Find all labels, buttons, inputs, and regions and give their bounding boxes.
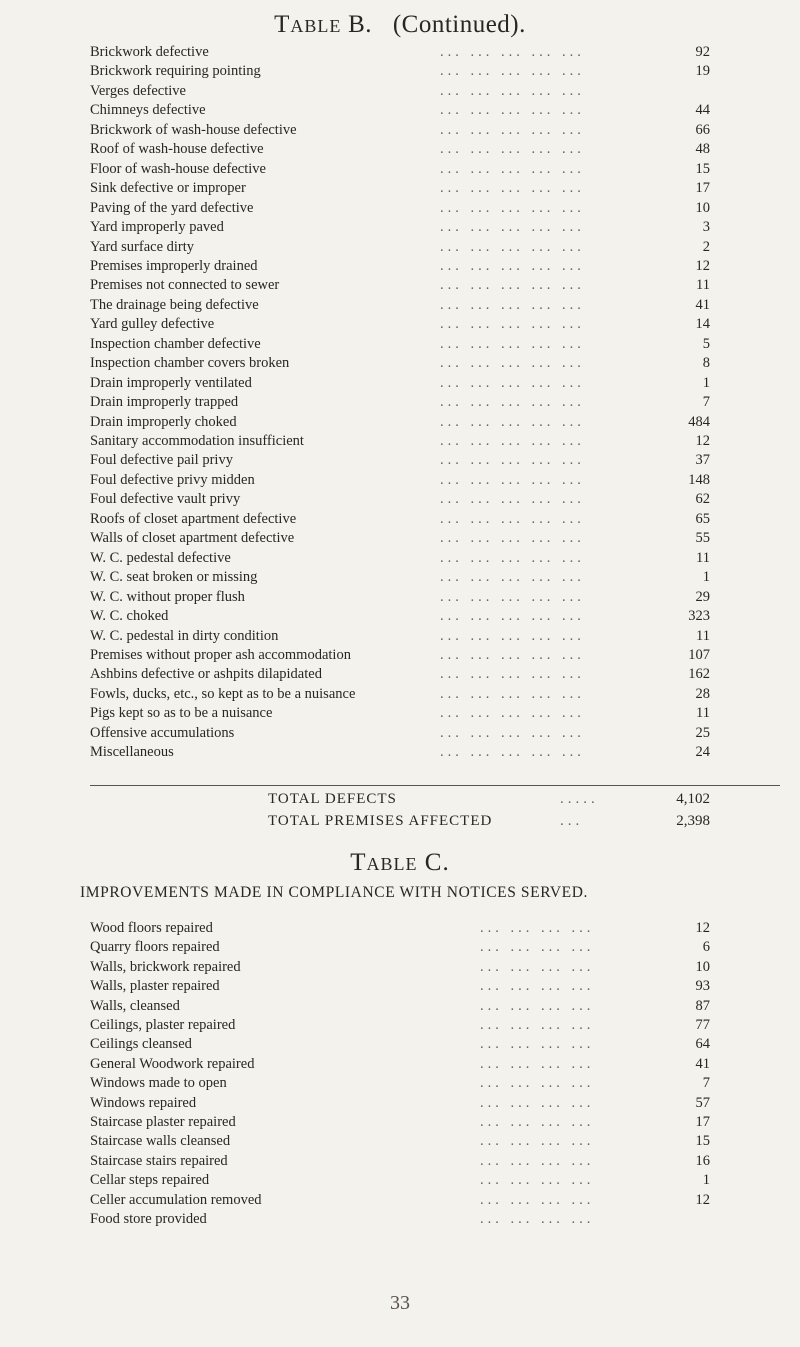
leader-dots: ... ... ... ... (480, 978, 595, 995)
row-label: The drainage being defective (90, 296, 259, 313)
table-row (0, 412, 800, 432)
leader-dots: ... ... ... ... (480, 1094, 595, 1111)
total-defects-value: 4,102 (676, 791, 710, 807)
leader-dots: ... ... ... ... ... (440, 355, 585, 372)
table-row (0, 100, 800, 120)
row-label: Walls of closet apartment defective (90, 530, 295, 547)
table-b-title-letter: B. (348, 11, 373, 38)
leader-dots: ... ... ... ... ... (440, 335, 585, 352)
row-value: 11 (696, 705, 710, 722)
table-row (0, 567, 800, 587)
row-value: 12 (695, 920, 710, 936)
leader-dots: ... ... ... ... ... (440, 608, 585, 625)
leader-dots: ... ... ... ... ... (440, 491, 585, 508)
row-value: 25 (695, 724, 710, 741)
leader-dots: ... ... ... ... ... (440, 627, 585, 644)
table-row (0, 1209, 800, 1229)
row-label: Staircase walls cleansed (90, 1133, 231, 1150)
table-row (0, 1151, 800, 1171)
leader-dots: ... ... ... ... ... (440, 569, 585, 586)
leader-dots: ... ... ... ... ... (440, 102, 585, 119)
leader-dots: ... ... ... ... (480, 1172, 595, 1189)
row-label: Yard improperly paved (90, 219, 224, 236)
leader-dots: ... ... ... ... ... (440, 433, 585, 449)
table-row (0, 509, 800, 529)
row-value: 29 (695, 588, 710, 605)
row-value: 93 (695, 978, 710, 995)
table-row (0, 1093, 800, 1113)
row-value: 65 (695, 510, 710, 527)
page-number: 33 (390, 1292, 410, 1314)
table-row (0, 1190, 800, 1210)
row-value: 48 (695, 141, 710, 158)
table-row (0, 1073, 800, 1093)
row-value: 24 (695, 744, 710, 761)
row-label: Inspection chamber defective (90, 335, 261, 352)
row-value: 19 (695, 63, 710, 80)
row-label: Paving of the yard defective (90, 199, 254, 216)
leader-dots: ... ... ... ... (480, 958, 595, 975)
table-row (0, 470, 800, 490)
table-row (0, 548, 800, 568)
row-label: Roof of wash-house defective (90, 141, 264, 158)
row-value: 15 (695, 1133, 710, 1150)
leader-dots: ... ... ... ... ... (440, 666, 585, 683)
table-c-title: Table C. (350, 849, 450, 876)
table-c-heading (0, 848, 800, 878)
row-label: Premises without proper ash accommodation (90, 646, 351, 663)
table-row (0, 703, 800, 723)
row-label: Celler accumulation removed (90, 1191, 262, 1208)
leader-dots: ... ... ... ... ... (440, 219, 585, 236)
table-row (0, 1054, 800, 1074)
leader-dots: ... ... ... ... ... (440, 296, 585, 313)
row-label: Yard gulley defective (90, 316, 215, 333)
row-value: 6 (702, 939, 710, 956)
leader-dots: ... ... ... ... ... (440, 374, 585, 391)
table-row (0, 353, 800, 373)
table-row (0, 664, 800, 684)
row-value: 11 (696, 627, 710, 644)
row-value: 3 (702, 219, 710, 236)
row-label: Quarry floors repaired (90, 939, 220, 956)
row-value: 11 (696, 277, 710, 294)
leader-dots: ... ... ... ... (480, 1211, 595, 1227)
row-label: Chimneys defective (90, 102, 206, 119)
leader-dots: ... ... ... ... (480, 1133, 595, 1150)
table-row (0, 489, 800, 509)
leader-dots: ... ... ... ... ... (440, 588, 585, 605)
table-row (0, 976, 800, 996)
row-value: 55 (695, 530, 710, 547)
table-row (0, 373, 800, 393)
leader-dots: ... ... ... ... (480, 1191, 595, 1208)
leader-dots: ... ... ... ... ... (440, 238, 585, 255)
row-label: Inspection chamber covers broken (90, 355, 290, 372)
table-b-heading (0, 10, 800, 40)
leader-dots: ... ... ... ... (480, 939, 595, 956)
leader-dots: ... ... ... ... ... (440, 180, 585, 197)
row-value: 11 (696, 549, 710, 566)
table-c-subtitle: IMPROVEMENTS MADE IN COMPLIANCE WITH NOTICES SERVED. (80, 884, 589, 901)
row-value: 12 (695, 257, 710, 274)
table-row (0, 431, 800, 451)
row-label: Premises improperly drained (90, 257, 258, 274)
leader-dots: ... ... ... ... ... (440, 705, 585, 722)
table-row (0, 295, 800, 315)
row-value: 8 (702, 355, 710, 372)
leader-dots: ... ... ... ... ... (440, 685, 585, 702)
table-row (0, 217, 800, 237)
leader-dots: ... ... ... ... (480, 920, 595, 936)
row-value: 92 (695, 44, 710, 60)
row-value: 1 (702, 374, 710, 391)
row-label: Walls, plaster repaired (90, 978, 220, 995)
row-value: 16 (695, 1152, 710, 1169)
row-value: 10 (695, 199, 710, 216)
row-value: 10 (695, 958, 710, 975)
row-value: 14 (695, 316, 710, 333)
table-row (0, 957, 800, 977)
row-label: Premises not connected to sewer (90, 277, 280, 294)
row-label: Food store provided (90, 1211, 207, 1227)
table-row (0, 645, 800, 665)
row-value: 484 (688, 413, 710, 430)
row-label: W. C. pedestal in dirty condition (90, 627, 279, 644)
table-row (0, 723, 800, 743)
leader-dots: ... ... ... ... ... (440, 530, 585, 547)
row-label: General Woodwork repaired (90, 1055, 255, 1072)
leader-dots: ... ... ... ... ... (440, 316, 585, 333)
leader-dots: ... ... ... ... ... (440, 724, 585, 741)
table-row (0, 626, 800, 646)
row-label: Ashbins defective or ashpits dilapidated (90, 666, 322, 683)
row-label: Staircase plaster repaired (90, 1114, 236, 1130)
leader-dots: ... ... ... ... ... (440, 63, 585, 80)
row-value: 77 (695, 1017, 710, 1033)
row-label: Drain improperly trapped (90, 394, 239, 411)
total-defects-label: TOTAL DEFECTS (268, 791, 397, 807)
table-row (0, 120, 800, 140)
row-label: Pigs kept so as to be a nuisance (90, 705, 273, 722)
row-value: 44 (695, 102, 710, 119)
row-label: Cellar steps repaired (90, 1172, 210, 1189)
row-value: 107 (688, 646, 710, 663)
row-value: 7 (702, 394, 710, 411)
table-row (0, 742, 800, 762)
row-label: Sanitary accommodation insufficient (90, 433, 304, 449)
row-value: 1 (702, 569, 710, 586)
row-label: Miscellaneous (90, 744, 174, 761)
table-row (0, 198, 800, 218)
table-row (0, 314, 800, 334)
leader-dots: ... ... ... ... (480, 1055, 595, 1072)
row-value: 12 (695, 433, 710, 449)
table-row (0, 996, 800, 1016)
leader-dots: ... ... ... ... ... (440, 121, 585, 138)
leader-dots: ... ... ... ... ... (440, 471, 585, 488)
row-label: Yard surface dirty (90, 238, 195, 255)
row-value: 7 (702, 1075, 710, 1092)
table-row (0, 237, 800, 257)
row-label: W. C. without proper flush (90, 588, 245, 605)
row-label: Drain improperly ventilated (90, 374, 252, 391)
row-value: 12 (695, 1191, 710, 1208)
row-value: 62 (695, 491, 710, 508)
row-label: W. C. choked (90, 608, 169, 625)
row-value: 87 (695, 997, 710, 1014)
total-defects-row: TOTAL DEFECTS ..... 4,102 (0, 788, 800, 810)
leader-dots: ... ... ... ... ... (440, 413, 585, 430)
row-value: 148 (688, 471, 710, 488)
row-value: 162 (688, 666, 710, 683)
table-b-title-suffix: (Continued). (392, 11, 526, 38)
table-row (0, 139, 800, 159)
row-value: 66 (695, 121, 710, 138)
table-row (0, 256, 800, 276)
row-value: 15 (695, 160, 710, 177)
row-label: Verges defective (90, 82, 186, 99)
table-row (0, 528, 800, 548)
table-row (0, 61, 800, 81)
row-label: Walls, brickwork repaired (90, 958, 241, 975)
row-label: Roofs of closet apartment defective (90, 510, 297, 527)
row-label: Sink defective or improper (90, 180, 246, 197)
leader-dots: ... ... ... ... ... (440, 277, 585, 294)
row-value: 17 (695, 1114, 710, 1130)
row-label: Windows repaired (90, 1094, 197, 1111)
table-row (0, 1112, 800, 1132)
table-row (0, 606, 800, 626)
row-value: 57 (695, 1094, 710, 1111)
row-value: 28 (695, 685, 710, 702)
row-label: Brickwork of wash-house defective (90, 121, 297, 138)
table-row (0, 1170, 800, 1190)
leader-dots: ... ... ... ... ... (440, 141, 585, 158)
row-value: 323 (688, 608, 710, 625)
row-label: W. C. pedestal defective (90, 549, 231, 566)
leader-dots: ... ... ... ... (480, 1017, 595, 1033)
leader-dots: ... ... ... ... (480, 997, 595, 1014)
row-label: Offensive accumulations (90, 724, 235, 741)
table-row (0, 1015, 800, 1035)
table-row (0, 684, 800, 704)
table-row (0, 275, 800, 295)
row-label: Staircase stairs repaired (90, 1152, 228, 1169)
row-value: 41 (695, 296, 710, 313)
row-value: 37 (695, 452, 710, 469)
table-row (0, 937, 800, 957)
leader-dots: ... ... ... ... ... (440, 744, 585, 761)
row-label: Brickwork requiring pointing (90, 63, 261, 80)
leader-dots: ... ... ... ... ... (440, 452, 585, 469)
leader-dots: ... ... ... ... ... (440, 199, 585, 216)
table-row (0, 81, 800, 101)
leader-dots: ... ... ... ... ... (440, 646, 585, 663)
row-label: Windows made to open (90, 1075, 227, 1092)
row-label: Foul defective vault privy (90, 491, 241, 508)
row-value: 5 (702, 335, 710, 352)
row-label: Floor of wash-house defective (90, 160, 266, 177)
table-b-divider (90, 785, 780, 786)
table-row (0, 334, 800, 354)
row-label: Brickwork defective (90, 44, 209, 60)
leader-dots: ... ... ... ... ... (440, 549, 585, 566)
leader-dots: ... ... ... ... ... (440, 510, 585, 527)
row-value: 64 (695, 1036, 710, 1053)
leader-dots: ... ... ... ... (480, 1036, 595, 1053)
table-row (0, 178, 800, 198)
table-row (0, 1034, 800, 1054)
leader-dots: ... ... ... ... (480, 1114, 595, 1130)
row-label: Ceilings cleansed (90, 1036, 192, 1053)
table-row (0, 918, 800, 938)
table-row (0, 450, 800, 470)
table-b-title-word: Table (274, 11, 342, 38)
leader-dots: ... ... ... ... (480, 1152, 595, 1169)
row-value: 2 (702, 238, 710, 255)
total-premises-row: TOTAL PREMISES AFFECTED ... 2,398 (0, 810, 800, 832)
row-label: Walls, cleansed (90, 997, 180, 1014)
leader-dots: ... ... ... ... ... (440, 44, 585, 60)
leader-dots: ... ... ... ... (480, 1075, 595, 1092)
table-row (0, 1131, 800, 1151)
leader-dots: ... ... ... ... ... (440, 257, 585, 274)
row-label: Foul defective pail privy (90, 452, 233, 469)
row-label: Foul defective privy midden (90, 471, 255, 488)
table-row (0, 159, 800, 179)
table-row (0, 42, 800, 62)
row-label: Drain improperly choked (90, 413, 237, 430)
leader-dots: ... ... ... ... ... (440, 160, 585, 177)
total-premises-label: TOTAL PREMISES AFFECTED (268, 813, 493, 829)
table-row (0, 587, 800, 607)
row-label: Ceilings, plaster repaired (90, 1017, 236, 1033)
row-value: 41 (695, 1055, 710, 1072)
total-premises-value: 2,398 (676, 813, 710, 829)
row-label: Wood floors repaired (90, 920, 213, 936)
row-value: 17 (695, 180, 710, 197)
leader-dots: ... ... ... ... ... (440, 82, 585, 99)
leader-dots: ... ... ... ... ... (440, 394, 585, 411)
row-label: Fowls, ducks, etc., so kept as to be a nuisance (90, 685, 356, 702)
table-row (0, 392, 800, 412)
row-label: W. C. seat broken or missing (90, 569, 258, 586)
row-value: 1 (702, 1172, 710, 1189)
